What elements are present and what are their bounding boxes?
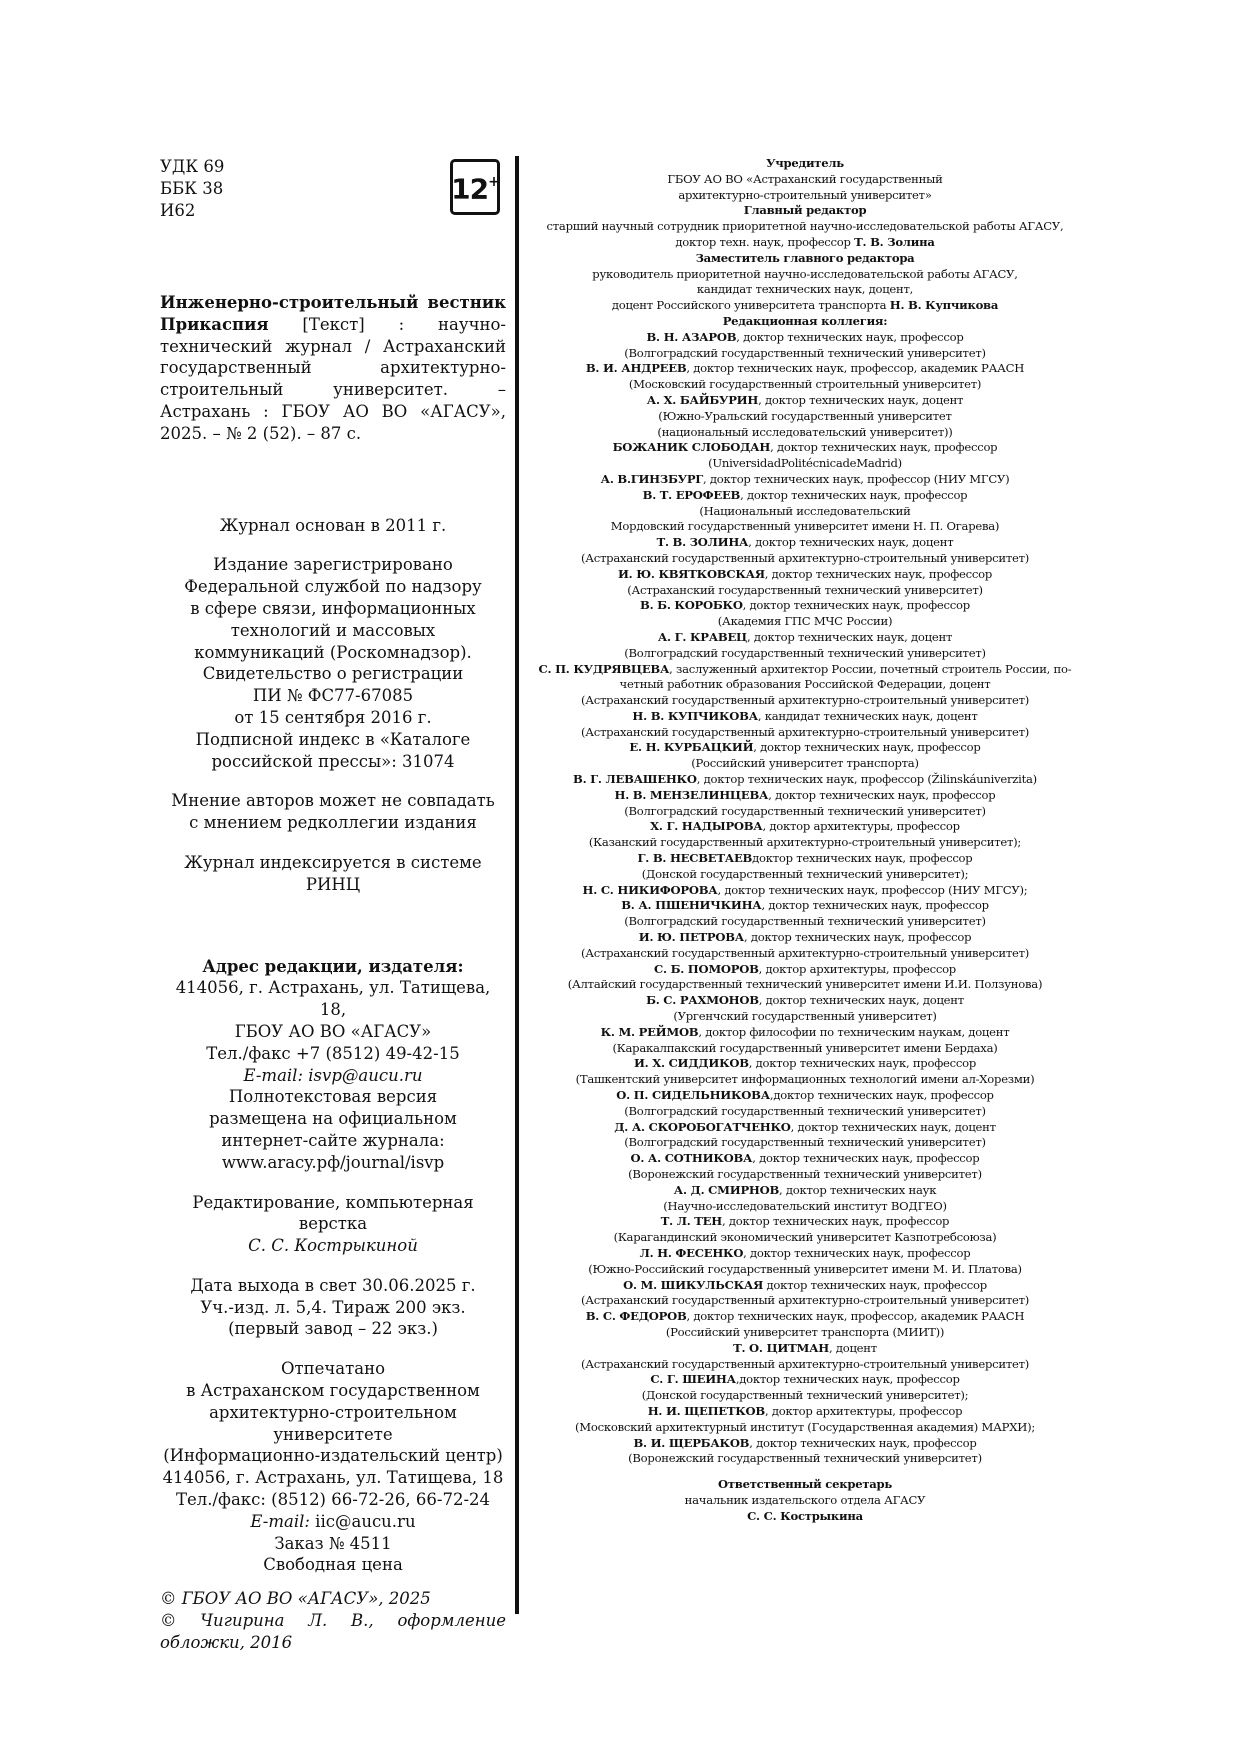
board-plain-text: (Московский государственный строительный университет) <box>628 377 982 392</box>
board-bold-text: А. Г. КРАВЕЦ <box>657 629 747 644</box>
board-affiliation-line <box>535 1009 1075 1025</box>
board-bold-text: Л. Н. ФЕСЕНКО <box>639 1245 744 1260</box>
board-plain-text: , доктор технических наук, доцент <box>758 993 964 1008</box>
age-rating-badge <box>450 159 500 215</box>
board-plain-text: (Каракалпакский государственный университет имени Бердаха) <box>612 1040 998 1055</box>
registration-line: Федеральной службой по надзору <box>184 577 482 597</box>
board-member-line <box>535 330 1075 346</box>
board-plain-text: , доктор технических наук, профессор <box>764 566 993 581</box>
board-bold-text: Н. В. КУПЧИКОВА <box>632 708 758 723</box>
board-bold-text: Д. А. СКОРОБОГАТЧЕНКО <box>614 1119 791 1134</box>
printing-line: Тел./факс: (8512) 66-72-26, 66-72-24 <box>175 1490 491 1510</box>
board-plain-text: (Национальный исследовательский <box>699 503 911 518</box>
board-affiliation-line <box>535 172 1075 188</box>
board-heading <box>535 156 1075 172</box>
board-bold-text: В. Н. АЗАРОВ <box>646 329 737 344</box>
board-member-line <box>535 740 1075 756</box>
board-member-line <box>535 709 1075 725</box>
board-plain-text: руководитель приоритетной научно-исследовательской работы АГАСУ, <box>592 266 1018 281</box>
board-plain-text: (Ургенчский государственный университет) <box>673 1009 937 1024</box>
board-member-line <box>535 1183 1075 1199</box>
editorial-email: E-mail: isvp@aucu.ru <box>243 1065 423 1085</box>
board-bold-text: Н. И. ЩЕПЕТКОВ <box>647 1403 765 1418</box>
copyright-line: © Чигирина Л. В., оформление обложки, 2016 <box>160 1611 506 1652</box>
board-affiliation-line <box>535 456 1075 472</box>
release-line: Дата выхода в свет 30.06.2025 г. <box>190 1275 476 1295</box>
printing-line: университете <box>273 1424 393 1444</box>
board-member-line <box>535 440 1075 456</box>
board-member-line <box>535 1404 1075 1420</box>
editorial-board-column <box>535 156 1075 1525</box>
board-plain-text: (Южно-Российский государственный университет имени М. И. Платова) <box>588 1261 1022 1276</box>
board-plain-text: (Казанский государственный архитектурно-строительный университет); <box>588 835 1022 850</box>
board-bold-text: Г. В. НЕСВЕТАЕВ <box>637 851 753 866</box>
board-affiliation-line <box>535 1420 1075 1436</box>
copyright-block <box>160 1588 506 1653</box>
board-member-line <box>535 1056 1075 1072</box>
board-member-line <box>535 1372 1075 1388</box>
board-plain-text: (Астраханский государственный архитектурно-строительный университет) <box>580 1293 1030 1308</box>
fulltext-line: Полнотекстовая версия <box>228 1087 438 1107</box>
board-plain-text: , доктор технических наук, профессор <box>743 930 972 945</box>
registration-line: Издание зарегистрировано <box>213 555 453 575</box>
printing-email-address: iic@aucu.ru <box>309 1511 416 1531</box>
bbk-code: ББК 38 <box>160 178 224 198</box>
registration-block <box>160 554 506 772</box>
board-bold-text: А. Х. БАЙБУРИН <box>646 392 759 407</box>
board-plain-text: , доктор технических наук, профессор, академик РААСН <box>686 361 1025 376</box>
printing-email <box>160 1511 506 1533</box>
board-affiliation-line <box>535 867 1075 883</box>
board-bold-text: Е. Н. КУРБАЦКИЙ <box>629 740 754 755</box>
board-affiliation-line <box>535 425 1075 441</box>
board-heading <box>535 314 1075 330</box>
board-heading <box>535 251 1075 267</box>
board-plain-text: , доктор технических наук, профессор <box>768 787 996 802</box>
copyright-line: © ГБОУ АО ВО «АГАСУ», 2025 <box>160 1589 431 1609</box>
board-bold-text: В. И. ЩЕРБАКОВ <box>633 1435 750 1450</box>
board-plain-text: (Московский архитектурный институт (Государственная академия) МАРХИ); <box>574 1419 1036 1434</box>
board-plain-text: (Астраханский государственный архитектурно-строительный университет) <box>580 550 1030 565</box>
board-plain-text: (Донской государственный технический университет); <box>641 1388 969 1403</box>
author-mark: И62 <box>160 200 196 220</box>
board-bold-text: Т. О. ЦИТМАН <box>733 1340 829 1355</box>
board-plain-text: (Научно-исследовательский институт ВОДГЕО) <box>663 1198 947 1213</box>
printing-line: (Информационно-издательский центр) <box>163 1446 503 1466</box>
board-bold-text: Н. С. НИКИФОРОВА <box>582 882 718 897</box>
editing-credit <box>160 1192 506 1257</box>
board-plain-text: , доктор технических наук, профессор <box>753 740 981 755</box>
board-member-line <box>535 472 1075 488</box>
fulltext-line: размещена на официальном <box>209 1109 457 1129</box>
board-plain-text: , доктор технических наук, профессор <box>736 329 964 344</box>
board-plain-text: , доктор технических наук, профессор <box>752 1151 980 1166</box>
board-affiliation-line <box>535 298 1075 314</box>
board-bold-text: И. Х. СИДДИКОВ <box>633 1056 749 1071</box>
board-member-line <box>535 930 1075 946</box>
board-plain-text: , доктор технических наук, профессор (НИУ МГСУ); <box>717 882 1028 897</box>
board-plain-text: , доктор технических наук, профессор <box>743 1245 971 1260</box>
board-bold-text: В. И. АНДРЕЕВ <box>585 361 687 376</box>
board-plain-text: (Астраханский государственный технический университет) <box>627 582 983 597</box>
board-plain-text: (Карагандинский экономический университет Казпотребсоюза) <box>613 1230 997 1245</box>
imprint-column <box>160 156 506 1654</box>
board-plain-text: , кандидат технических наук, доцент <box>757 708 978 723</box>
editorial-board-list <box>535 156 1075 1467</box>
board-affiliation-line <box>535 977 1075 993</box>
board-affiliation-line <box>535 835 1075 851</box>
registration-line: Свидетельство о регистрации <box>202 664 464 684</box>
board-affiliation-line <box>535 282 1075 298</box>
board-member-line <box>535 1246 1075 1262</box>
board-member-line <box>535 1214 1075 1230</box>
board-plain-text: , доктор философии по техническим наукам, доцент <box>698 1024 1010 1039</box>
column-divider <box>515 156 519 1614</box>
board-affiliation-line <box>535 1072 1075 1088</box>
board-member-line <box>535 1309 1075 1325</box>
fulltext-line: интернет-сайте журнала: <box>221 1130 445 1150</box>
release-line: (первый завод – 22 экз.) <box>228 1319 438 1339</box>
board-plain-text: (Ташкентский университет информационных технологий имени ал-Хорезми) <box>575 1072 1035 1087</box>
board-plain-text: (Волгоградский государственный технический университет) <box>624 914 986 929</box>
board-affiliation-line <box>535 583 1075 599</box>
board-plain-text: четный работник образования Российской Федерации, доцент <box>619 677 991 692</box>
board-affiliation-line <box>535 1451 1075 1467</box>
release-line: Уч.-изд. л. 5,4. Тираж 200 экз. <box>200 1297 466 1317</box>
board-bold-text: К. М. РЕЙМОВ <box>600 1024 699 1039</box>
board-plain-text: (UniversidadPolitécnicadeMadrid) <box>708 456 902 471</box>
board-bold-text: В. А. ПШЕНИЧКИНА <box>621 898 762 913</box>
board-plain-text: , доцент <box>828 1340 877 1355</box>
board-bold-text: Т. В. ЗОЛИНА <box>656 535 749 550</box>
printing-line: в Астраханском государственном <box>186 1381 480 1401</box>
board-affiliation-line <box>535 1325 1075 1341</box>
board-plain-text: (Астраханский государственный архитектурно-строительный университет) <box>580 693 1030 708</box>
board-member-line <box>535 1120 1075 1136</box>
board-plain-text: , доктор технических наук <box>779 1182 937 1197</box>
board-plain-text: кандидат технических наук, доцент, <box>696 282 914 297</box>
registration-line: технологий и массовых <box>230 620 436 640</box>
board-member-line <box>535 962 1075 978</box>
board-bold-text: О. М. ШИКУЛЬСКАЯ <box>623 1277 764 1292</box>
board-bold-text: И. Ю. ПЕТРОВА <box>638 930 744 945</box>
address-line: 414056, г. Астрахань, ул. Татищева, 18, <box>175 978 491 1020</box>
board-plain-text: (Волгоградский государственный технический университет) <box>624 1103 986 1118</box>
board-plain-text: (Волгоградский государственный технический университет) <box>624 645 986 660</box>
board-plain-text: (Южно-Уральский государственный университет <box>658 408 952 423</box>
opinion-line: Мнение авторов может не совпадать <box>171 791 495 811</box>
order-number: Заказ № 4511 <box>274 1533 392 1553</box>
board-plain-text: , доктор технических наук, профессор, академик РААСН <box>686 1309 1025 1324</box>
secretary-name: С. С. Кострыкина <box>747 1508 863 1523</box>
indexing-note: Журнал индексируется в системе РИНЦ <box>184 852 482 894</box>
board-plain-text: (Волгоградский государственный технический университет) <box>624 345 986 360</box>
board-affiliation-line <box>535 693 1075 709</box>
board-member-line <box>535 993 1075 1009</box>
board-affiliation-line <box>535 188 1075 204</box>
board-plain-text: , доктор технических наук, доцент <box>790 1119 996 1134</box>
board-plain-text: доктор техн. наук, профессор <box>675 234 855 249</box>
board-affiliation-line <box>535 1199 1075 1215</box>
board-bold-name: Т. В. Золина <box>854 234 935 249</box>
printing-line: архитектурно-строительном <box>209 1402 457 1422</box>
board-member-line <box>535 1088 1075 1104</box>
board-affiliation-line <box>535 551 1075 567</box>
board-member-line <box>535 488 1075 504</box>
board-plain-text: , доктор технических наук, профессор <box>748 1056 977 1071</box>
board-affiliation-line <box>535 1135 1075 1151</box>
board-affiliation-line <box>535 646 1075 662</box>
journal-website: www.aracy.рф/journal/isvp <box>221 1152 445 1172</box>
board-member-line <box>535 1025 1075 1041</box>
printing-email-label: E-mail: <box>250 1511 310 1531</box>
board-bold-text: Учредитель <box>766 156 844 170</box>
board-plain-text: , доктор технических наук, профессор <box>740 487 968 502</box>
journal-title: Инженерно-строительный вестник Прикаспия <box>160 293 506 334</box>
board-affiliation-line <box>535 1041 1075 1057</box>
board-bold-name: Н. В. Купчикова <box>889 298 999 313</box>
board-affiliation-line <box>535 1388 1075 1404</box>
registration-line: российской прессы»: 31074 <box>211 751 455 771</box>
board-bold-text: В. Г. ЛЕВАШЕНКО <box>573 772 697 787</box>
board-plain-text: (Академия ГПС МЧС России) <box>717 614 893 629</box>
board-plain-text: (Волгоградский государственный технический университет) <box>624 1135 986 1150</box>
registration-line: Подписной индекс в «Каталоге <box>195 729 471 749</box>
board-plain-text: , доктор технических наук, доцент <box>747 629 953 644</box>
board-bold-text: БОЖАНИК СЛОБОДАН <box>612 440 771 455</box>
printing-info <box>160 1358 506 1576</box>
board-affiliation-line <box>535 1262 1075 1278</box>
registration-line: от 15 сентября 2016 г. <box>234 707 432 727</box>
release-info <box>160 1275 506 1340</box>
board-member-line <box>535 567 1075 583</box>
board-plain-text: , доктор технических наук, профессор <box>742 598 970 613</box>
board-member-line <box>535 772 1075 788</box>
board-bold-text: Редакционная коллегия: <box>722 313 888 328</box>
secretary-role: начальник издательского отдела АГАСУ <box>684 1492 926 1507</box>
board-plain-text: ГБОУ АО ВО «Астраханский государственный <box>667 171 943 186</box>
board-member-line <box>535 788 1075 804</box>
registration-line: ПИ № ФС77-67085 <box>252 686 414 706</box>
board-bold-text: И. Ю. КВЯТКОВСКАЯ <box>617 566 765 581</box>
board-affiliation-line <box>535 946 1075 962</box>
editorial-address <box>160 956 506 1174</box>
address-title: Адрес редакции, издателя: <box>202 956 464 976</box>
opinion-line: с мнением редколлегии издания <box>189 813 477 833</box>
board-plain-text: (Астраханский государственный архитектурно-строительный университет) <box>580 945 1030 960</box>
board-member-line <box>535 883 1075 899</box>
board-bold-text: Т. Л. ТЕН <box>660 1214 722 1229</box>
board-plain-text: , заслуженный архитектор России, почетный строитель России, по- <box>669 661 1072 676</box>
board-member-line <box>535 662 1075 678</box>
bibliographic-record <box>160 292 506 445</box>
board-affiliation-line <box>535 504 1075 520</box>
board-member-line <box>535 630 1075 646</box>
board-plain-text: архитектурно-строительный университет» <box>678 187 932 202</box>
board-plain-text: , доктор технических наук, доцент <box>748 535 954 550</box>
board-plain-text: (Донской государственный технический университет); <box>641 866 969 881</box>
age-rating-text: 12+ <box>451 172 499 206</box>
board-affiliation-line <box>535 677 1075 693</box>
board-plain-text: , доктор технических наук, профессор (Žilinskáuniverzita) <box>696 772 1037 787</box>
board-bold-text: Б. С. РАХМОНОВ <box>646 993 759 1008</box>
board-bold-text: Заместитель главного редактора <box>695 250 915 265</box>
board-plain-text: (национальный исследовательский университет)) <box>657 424 953 439</box>
board-affiliation-line <box>535 1357 1075 1373</box>
board-plain-text: (Астраханский государственный архитектурно-строительный университет) <box>580 1356 1030 1371</box>
board-plain-text: ,доктор технических наук, профессор <box>735 1372 960 1387</box>
board-plain-text: ,доктор технических наук, профессор <box>769 1088 994 1103</box>
board-member-line <box>535 361 1075 377</box>
board-bold-text: Н. В. МЕНЗЕЛИНЦЕВА <box>614 787 769 802</box>
bibliographic-details: [Текст] : научно-технический журнал / Астраханский государственный архитектурно-строительный университет. – Астрахань : ГБОУ АО ВО «АГАСУ», 2025. – № 2 (52). – 87 с. <box>160 314 506 443</box>
board-plain-text: , доктор архитектуры, профессор <box>764 1403 963 1418</box>
board-affiliation-line <box>535 914 1075 930</box>
registration-line: коммуникаций (Роскомнадзор). <box>194 642 472 662</box>
board-affiliation-line <box>535 409 1075 425</box>
board-plain-text: доктор технических наук, профессор <box>763 1277 987 1292</box>
board-bold-text: В. Б. КОРОБКО <box>640 598 743 613</box>
board-bold-text: С. Б. ПОМОРОВ <box>654 961 759 976</box>
board-plain-text: доцент Российского университета транспорта <box>611 298 890 313</box>
board-member-line <box>535 1341 1075 1357</box>
classification-codes <box>160 156 506 226</box>
board-member-line <box>535 598 1075 614</box>
board-plain-text: , доктор технических наук, профессор (НИУ МГСУ) <box>703 471 1010 486</box>
board-bold-text: Х. Г. НАДЫРОВА <box>650 819 763 834</box>
board-affiliation-line <box>535 1293 1075 1309</box>
board-plain-text: , доктор технических наук, профессор <box>721 1214 950 1229</box>
board-plain-text: Мордовский государственный университет имени Н. П. Огарева) <box>610 519 1000 534</box>
board-member-line <box>535 393 1075 409</box>
board-affiliation-line <box>535 235 1075 251</box>
board-plain-text: (Воронежский государственный технический университет) <box>628 1167 982 1181</box>
board-affiliation-line <box>535 346 1075 362</box>
printing-line: Отпечатано <box>280 1359 386 1379</box>
founded-note: Журнал основан в 2011 г. <box>219 515 447 535</box>
address-line: Тел./факс +7 (8512) 49-42-15 <box>206 1043 460 1063</box>
board-plain-text: (Алтайский государственный технический университет имени И.И. Ползунова) <box>567 977 1043 992</box>
opinion-note <box>160 790 506 834</box>
board-member-line <box>535 819 1075 835</box>
board-member-line <box>535 1151 1075 1167</box>
board-plain-text: , доктор технических наук, доцент <box>758 392 964 407</box>
board-member-line <box>535 851 1075 867</box>
board-bold-text: А. Д. СМИРНОВ <box>673 1182 780 1197</box>
board-affiliation-line <box>535 267 1075 283</box>
board-bold-text: С. Г. ШЕИНА <box>650 1372 736 1387</box>
board-plain-text: (Российский университет транспорта) <box>691 756 919 771</box>
price-note: Свободная цена <box>263 1555 403 1575</box>
board-plain-text: (Волгоградский государственный технический университет) <box>624 803 986 818</box>
board-bold-text: В. С. ФЕДОРОВ <box>585 1309 687 1324</box>
board-plain-text: (Воронежский государственный технический университет) <box>628 1451 982 1466</box>
address-line: ГБОУ АО ВО «АГАСУ» <box>234 1021 432 1041</box>
board-plain-text: , доктор технических наук, профессор <box>770 440 998 455</box>
board-bold-text: А. В.ГИНЗБУРГ <box>600 471 704 486</box>
board-affiliation-line <box>535 1167 1075 1183</box>
board-affiliation-line <box>535 756 1075 772</box>
board-affiliation-line <box>535 377 1075 393</box>
board-member-line <box>535 1278 1075 1294</box>
board-bold-text: О. П. СИДЕЛЬНИКОВА <box>616 1088 770 1103</box>
board-affiliation-line <box>535 219 1075 235</box>
board-affiliation-line <box>535 614 1075 630</box>
board-member-line <box>535 898 1075 914</box>
board-bold-text: Главный редактор <box>743 203 867 218</box>
secretary-title: Ответственный секретарь <box>717 1477 892 1492</box>
board-bold-text: В. Т. ЕРОФЕЕВ <box>642 487 741 502</box>
board-bold-text: О. А. СОТНИКОВА <box>630 1151 753 1166</box>
registration-line: в сфере связи, информационных <box>190 598 476 618</box>
board-bold-text: С. П. КУДРЯВЦЕВА <box>538 661 670 676</box>
printing-line: 414056, г. Астрахань, ул. Татищева, 18 <box>162 1468 504 1488</box>
editing-name: С. С. Кострыкиной <box>248 1236 418 1256</box>
board-member-line <box>535 1436 1075 1452</box>
board-plain-text: , доктор технических наук, профессор <box>761 898 989 913</box>
board-affiliation-line <box>535 1230 1075 1246</box>
board-affiliation-line <box>535 725 1075 741</box>
board-affiliation-line <box>535 804 1075 820</box>
board-affiliation-line <box>535 519 1075 535</box>
board-plain-text: (Астраханский государственный архитектурно-строительный университет) <box>580 724 1030 739</box>
board-plain-text: доктор технических наук, профессор <box>752 851 973 866</box>
board-plain-text: (Российский университет транспорта (МИИТ)) <box>665 1324 945 1339</box>
board-heading <box>535 203 1075 219</box>
udk-code: УДК 69 <box>160 157 225 176</box>
board-plain-text: , доктор архитектуры, профессор <box>762 819 960 834</box>
editing-label: Редактирование, компьютерная верстка <box>192 1192 474 1234</box>
board-member-line <box>535 535 1075 551</box>
board-plain-text: , доктор технических наук, профессор <box>749 1435 977 1450</box>
board-affiliation-line <box>535 1104 1075 1120</box>
board-plain-text: , доктор архитектуры, профессор <box>758 961 956 976</box>
board-plain-text: старший научный сотрудник приоритетной научно-исследовательской работы АГАСУ, <box>546 219 1064 234</box>
